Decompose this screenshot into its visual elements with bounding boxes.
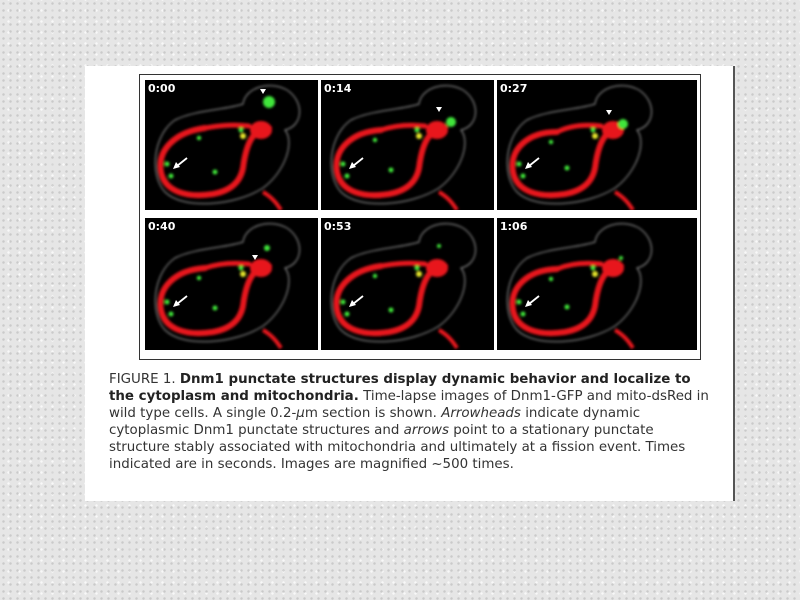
- mitochondria: [381, 263, 425, 266]
- dnm1-punctum: [239, 128, 244, 133]
- dnm1-punctum: [197, 136, 201, 140]
- dnm1-punctum: [197, 276, 201, 280]
- dnm1-punctum: [345, 174, 350, 179]
- overlap-punctum: [240, 133, 246, 139]
- mitochondria-cluster: [426, 121, 448, 139]
- figure-title: Dnm1 punctate structures display dynamic behavior and localize to the cytoplasm and mitochondria.: [109, 372, 691, 404]
- micrograph-panel-2: [321, 80, 494, 210]
- caption-text: indicate dynamic cytoplasmic Dnm1 punctate structures and: [109, 406, 641, 438]
- panel-timestamp: 0:00: [148, 82, 176, 95]
- dnm1-punctum: [415, 128, 420, 133]
- mitochondria: [439, 330, 457, 348]
- dnm1-punctum: [213, 170, 218, 175]
- mitochondria-cluster: [602, 259, 624, 277]
- mitochondria: [512, 265, 621, 333]
- dnm1-punctum: [341, 300, 346, 305]
- dnm1-punctum: [165, 162, 170, 167]
- dynamic-punctum: [264, 245, 270, 251]
- micrograph-panel-3: [497, 80, 697, 210]
- dnm1-punctum: [373, 138, 377, 142]
- caption-mu-symbol: μ: [296, 406, 305, 421]
- micrograph-image: [145, 80, 318, 210]
- micrograph-panel-4: [145, 218, 318, 350]
- mitochondria-cluster: [250, 259, 272, 277]
- mitochondria: [512, 127, 621, 195]
- dnm1-punctum: [521, 174, 526, 179]
- dnm1-punctum: [517, 300, 522, 305]
- dnm1-punctum: [517, 162, 522, 167]
- dynamic-punctum: [263, 96, 275, 108]
- figure-label: FIGURE 1.: [109, 372, 176, 387]
- caption-text: Time-lapse images of Dnm1-GFP and mito-dsRed in wild type cells. A single 0.2-: [109, 389, 709, 421]
- dnm1-punctum: [591, 128, 596, 133]
- caption-text: m section is shown.: [304, 406, 437, 421]
- arrowhead-icon: [606, 110, 612, 115]
- panel-timestamp: 0:40: [148, 220, 176, 233]
- mitochondria: [439, 192, 457, 210]
- micrograph-panel-1: [145, 80, 318, 210]
- dnm1-punctum: [373, 274, 377, 278]
- dnm1-punctum: [549, 140, 553, 144]
- arrow-icon: [529, 158, 539, 166]
- dnm1-punctum: [213, 306, 218, 311]
- dnm1-punctum: [591, 266, 596, 271]
- dynamic-punctum: [437, 244, 441, 248]
- overlap-punctum: [240, 271, 246, 277]
- mitochondria: [336, 265, 445, 333]
- arrow-icon: [353, 158, 363, 166]
- dnm1-punctum: [169, 312, 174, 317]
- dynamic-punctum: [619, 256, 623, 260]
- caption-arrowheads-term: Arrowheads: [441, 406, 521, 421]
- mitochondria: [615, 330, 633, 348]
- overlap-punctum: [592, 271, 598, 277]
- mitochondria: [205, 125, 249, 128]
- dnm1-punctum: [565, 166, 570, 171]
- micrograph-panel-6: [497, 218, 697, 350]
- micrograph-image: [497, 80, 697, 210]
- dnm1-punctum: [389, 308, 394, 313]
- mitochondria: [263, 192, 281, 210]
- micrograph-image: [497, 218, 697, 350]
- mitochondria: [336, 127, 445, 195]
- dnm1-punctum: [239, 266, 244, 271]
- dnm1-punctum: [521, 312, 526, 317]
- overlap-punctum: [592, 133, 598, 139]
- mitochondria: [160, 127, 269, 195]
- figure-caption: [109, 371, 709, 473]
- dnm1-punctum: [341, 162, 346, 167]
- dnm1-punctum: [565, 305, 570, 310]
- panel-timestamp: 1:06: [500, 220, 528, 233]
- mitochondria: [160, 265, 269, 333]
- mitochondria: [263, 330, 281, 348]
- dnm1-punctum: [415, 266, 420, 271]
- overlap-punctum: [416, 271, 422, 277]
- micrograph-image: [145, 218, 318, 350]
- arrowhead-icon: [436, 107, 442, 112]
- arrow-icon: [177, 158, 187, 166]
- overlap-punctum: [416, 133, 422, 139]
- mitochondria: [615, 192, 633, 210]
- dynamic-punctum: [446, 117, 456, 127]
- dnm1-punctum: [549, 277, 553, 281]
- arrowhead-icon: [260, 89, 266, 94]
- caption-text: point to a stationary punctate structure stably associated with mitochondria and ultimately at a fission event. Times indicated are in seconds. Images are magnified ~500 times.: [109, 423, 686, 472]
- panel-timestamp: 0:14: [324, 82, 352, 95]
- micrograph-panel-5: [321, 218, 494, 350]
- dnm1-punctum: [345, 312, 350, 317]
- panel-timestamp: 0:53: [324, 220, 352, 233]
- micrograph-image: [321, 218, 494, 350]
- panel-timestamp: 0:27: [500, 82, 528, 95]
- arrowhead-icon: [252, 255, 258, 260]
- arrow-icon: [529, 296, 539, 304]
- figure-panel-grid: [139, 74, 701, 360]
- dnm1-punctum: [389, 168, 394, 173]
- dnm1-punctum: [169, 174, 174, 179]
- dnm1-punctum: [165, 300, 170, 305]
- arrow-icon: [177, 296, 187, 304]
- mitochondria-cluster: [250, 121, 272, 139]
- dynamic-punctum: [618, 119, 628, 129]
- caption-arrows-term: arrows: [403, 423, 449, 438]
- mitochondria-cluster: [426, 259, 448, 277]
- slide: [85, 66, 735, 501]
- arrow-icon: [353, 296, 363, 304]
- micrograph-image: [321, 80, 494, 210]
